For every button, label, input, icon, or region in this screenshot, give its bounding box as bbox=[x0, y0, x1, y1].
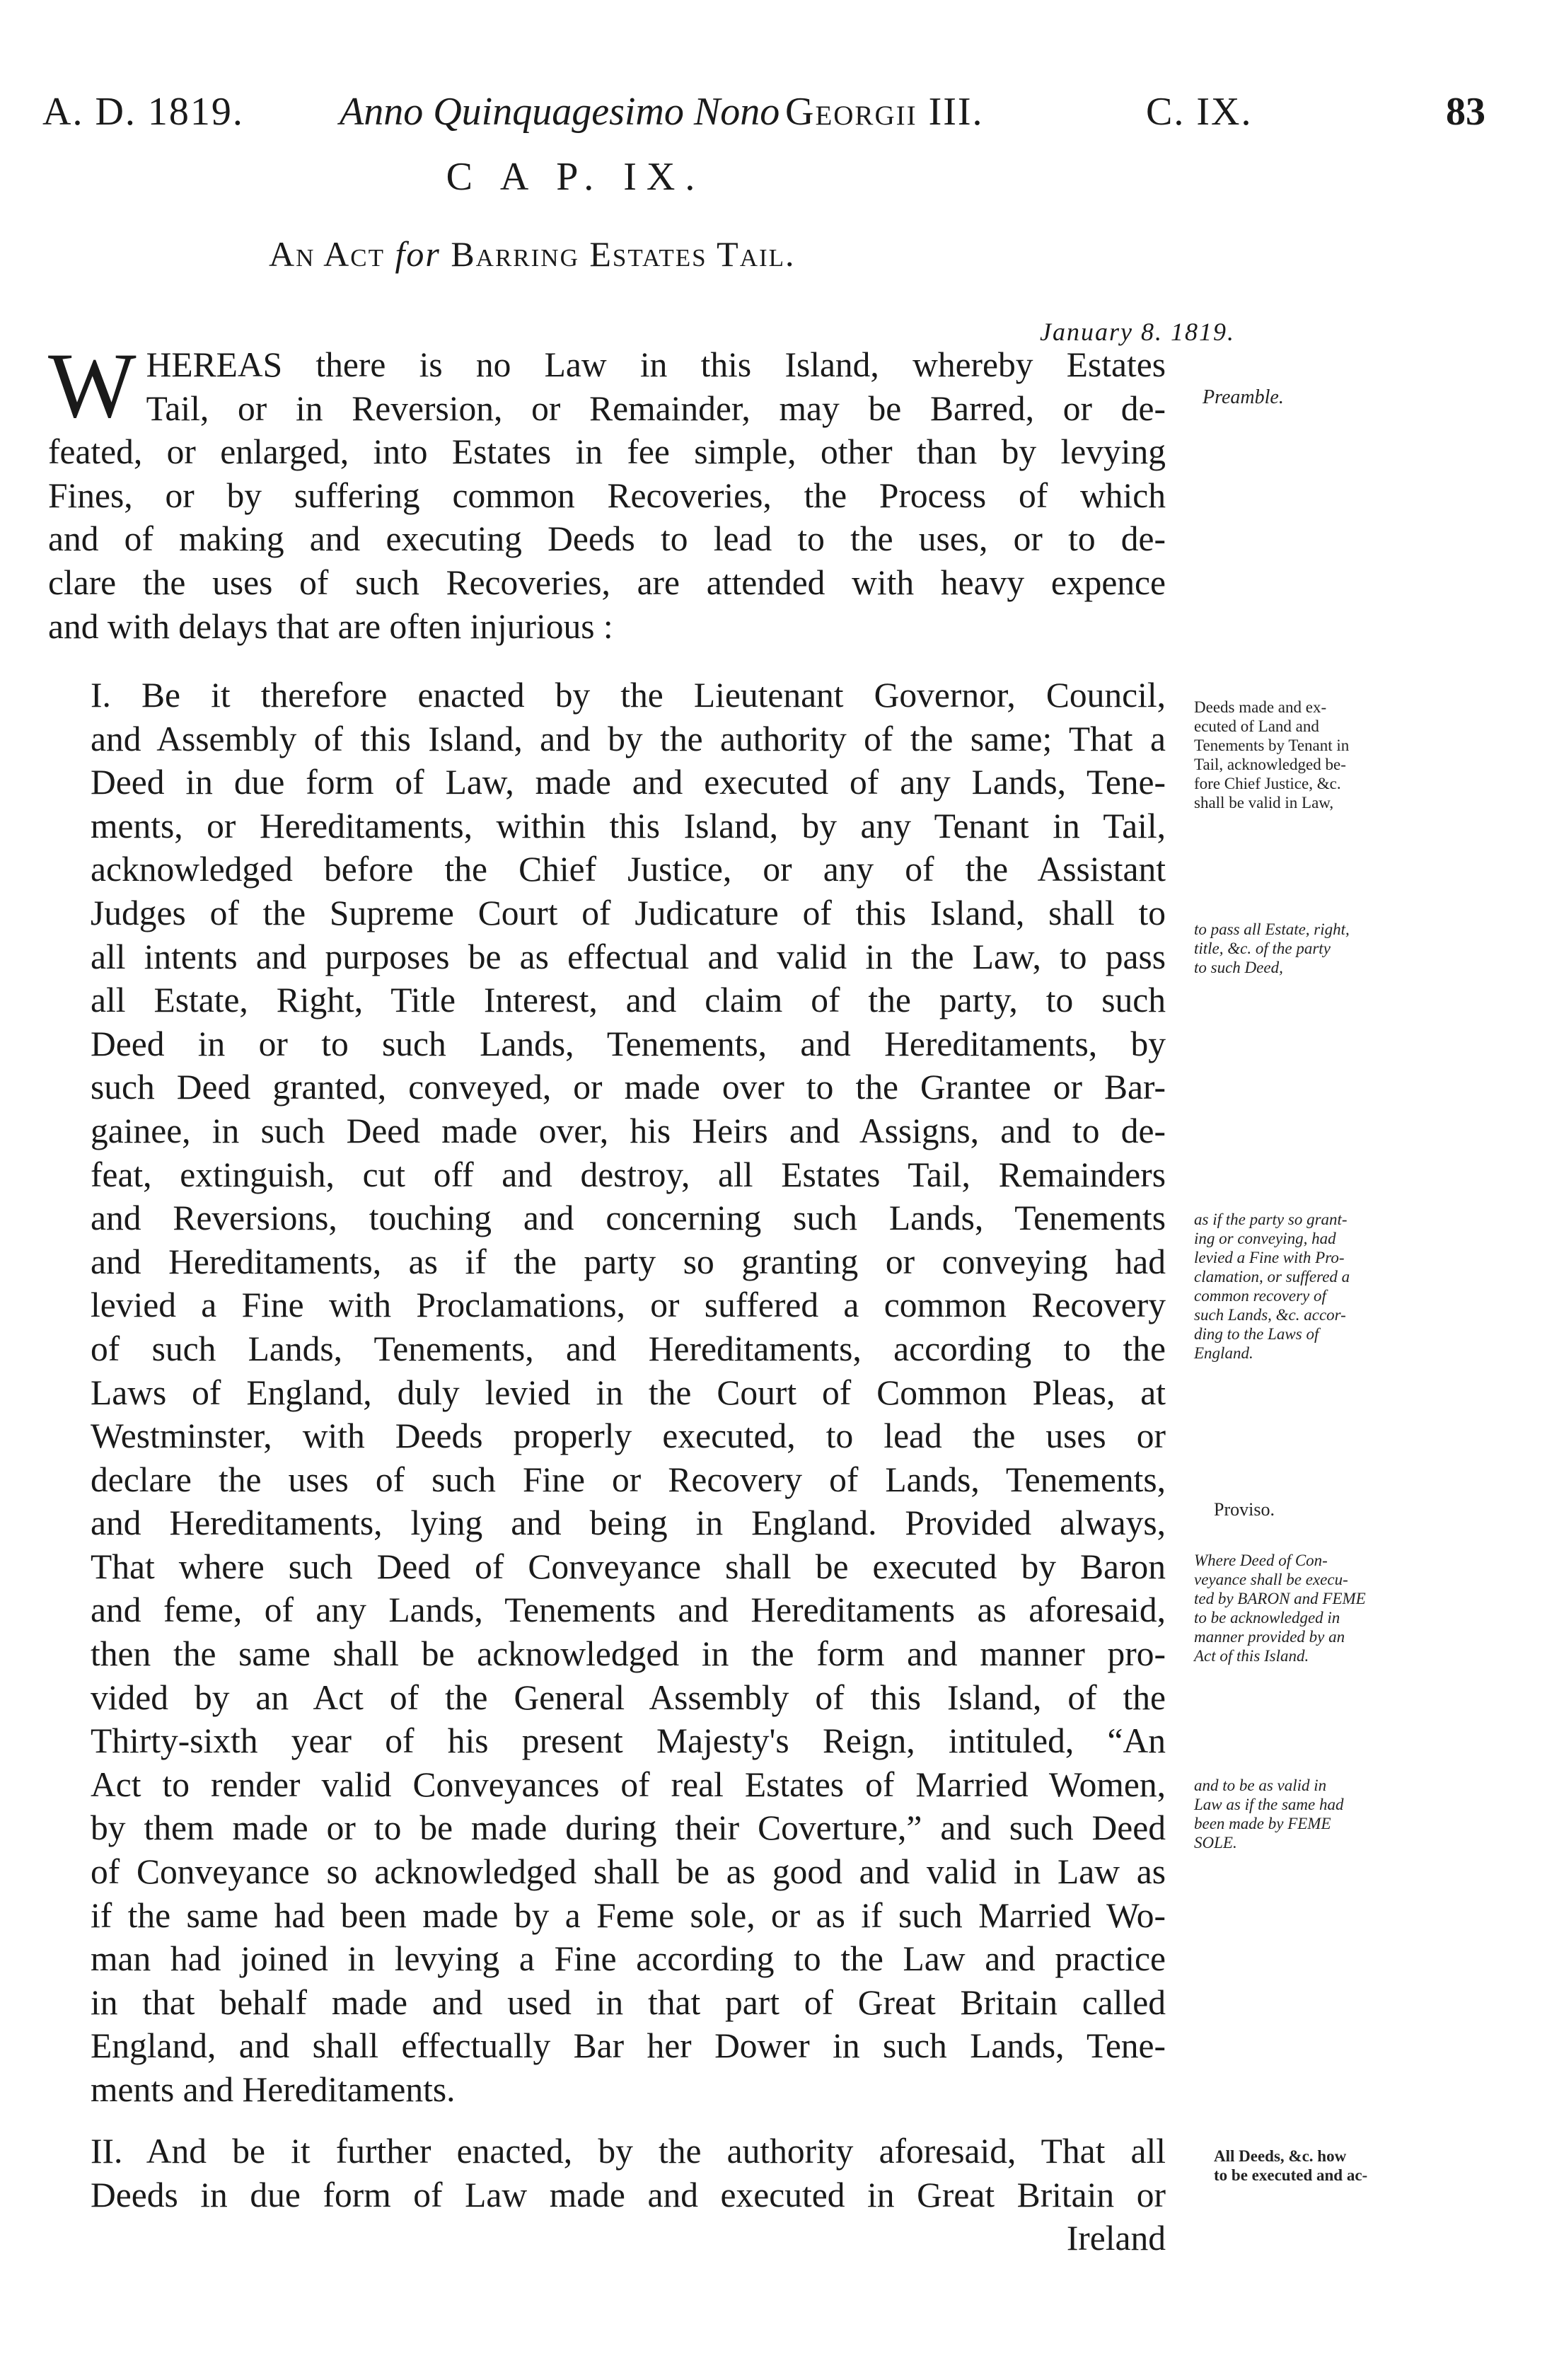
section-2-line: Deeds in due form of Law made and executed in Great Britain or bbox=[91, 2175, 1166, 2214]
margin-note-line: SOLE. bbox=[1194, 1834, 1237, 1852]
margin-note-line: levied a Fine with Pro- bbox=[1194, 1249, 1345, 1266]
margin-note-line: manner provided by an bbox=[1194, 1628, 1345, 1646]
margin-note-line: England. bbox=[1194, 1344, 1253, 1362]
section-1-line: and Hereditaments, as if the party so granting or conveying had bbox=[91, 1242, 1166, 1281]
margin-note-line: to pass all Estate, right, bbox=[1194, 920, 1350, 938]
section-1-line: England, and shall effectually Bar her Dower in such Lands, Tene- bbox=[91, 2026, 1166, 2066]
margin-note-line: fore Chief Justice, &c. bbox=[1194, 775, 1341, 792]
section-1-line: and feme, of any Lands, Tenements and Hereditaments as aforesaid, bbox=[91, 1590, 1166, 1630]
margin-note-line: All Deeds, &c. how bbox=[1214, 2147, 1347, 2165]
running-head bbox=[42, 83, 1500, 140]
header-chapter: C. IX. bbox=[1146, 90, 1253, 134]
header-year: A. D. 1819. bbox=[42, 90, 244, 134]
page-number: 83 bbox=[1446, 90, 1485, 134]
margin-note-preamble bbox=[1203, 388, 1500, 407]
margin-note-line: ing or conveying, had bbox=[1194, 1230, 1336, 1247]
margin-note-line: shall be valid in Law, bbox=[1194, 794, 1334, 811]
margin-note-line: ding to the Laws of bbox=[1194, 1325, 1319, 1343]
margin-note-line: Where Deed of Con- bbox=[1194, 1552, 1328, 1569]
section-1-line: man had joined in levying a Fine according to the Law and practice bbox=[91, 1939, 1166, 1979]
margin-note-line: and to be as valid in bbox=[1194, 1777, 1327, 1794]
margin-note-line: title, &c. of the party bbox=[1194, 940, 1331, 957]
preamble-paragraph bbox=[48, 333, 1166, 648]
margin-note-line: clamation, or suffered a bbox=[1194, 1268, 1350, 1286]
margin-note-line: veyance shall be execu- bbox=[1194, 1571, 1348, 1588]
preamble-line: Fines, or by suffering common Recoveries, the Process of which bbox=[48, 475, 1166, 515]
preamble-line: Tail, or in Reversion, or Remainder, may be Barred, or de- bbox=[146, 388, 1166, 428]
preamble-line: and with delays that are often injurious : bbox=[48, 606, 613, 646]
margin-note-line: ted by BARON and FEME bbox=[1194, 1590, 1366, 1607]
act-date: January 8. 1819. bbox=[1040, 318, 1235, 346]
margin-note-line: Tail, acknowledged be- bbox=[1194, 756, 1346, 773]
margin-note-line: common recovery of bbox=[1194, 1287, 1326, 1305]
section-1-line: all intents and purposes be as effectual and valid in the Law, to pass bbox=[91, 937, 1166, 976]
margin-note-line: Law as if the same had bbox=[1194, 1796, 1344, 1813]
section-1-line: That where such Deed of Conveyance shall be executed by Baron bbox=[91, 1547, 1166, 1586]
act-title bbox=[269, 233, 796, 275]
margin-note-line: Act of this Island. bbox=[1194, 1647, 1309, 1665]
section-1-line: ments, or Hereditaments, within this Island, by any Tenant in Tail, bbox=[91, 806, 1166, 845]
section-1-line: Westminster, with Deeds properly executed, to lead the uses or bbox=[91, 1416, 1166, 1456]
section-1-line: levied a Fine with Proclamations, or suffered a common Recovery bbox=[91, 1286, 1166, 1325]
section-1-line: feat, extinguish, cut off and destroy, all Estates Tail, Remainders bbox=[91, 1155, 1166, 1194]
section-2-paragraph bbox=[48, 2130, 1166, 2260]
margin-note-where bbox=[1194, 1551, 1491, 1665]
act-title-prefix: An Act bbox=[269, 234, 385, 274]
section-1-line: Deed in due form of Law, made and executed of any Lands, Tene- bbox=[91, 763, 1166, 802]
margin-note-deeds bbox=[1194, 698, 1491, 812]
chapter-heading bbox=[0, 154, 1547, 200]
section-1-line: acknowledged before the Chief Justice, or any of the Assistant bbox=[91, 850, 1166, 889]
section-2-line: Ireland bbox=[1066, 2219, 1166, 2258]
section-1-line: gainee, in such Deed made over, his Heirs and Assigns, and to de- bbox=[91, 1111, 1166, 1150]
section-1-line: declare the uses of such Fine or Recovery of Lands, Tenements, bbox=[91, 1460, 1166, 1499]
margin-note-line: Proviso. bbox=[1214, 1499, 1275, 1520]
section-1-line: and Reversions, touching and concerning such Lands, Tenements bbox=[91, 1198, 1166, 1238]
section-1-line: all Estate, Right, Title Interest, and claim of the party, to such bbox=[91, 981, 1166, 1020]
section-1-paragraph bbox=[48, 674, 1166, 2112]
section-1-line: by them made or to be made during their Coverture,” and such Deed bbox=[91, 1808, 1166, 1848]
section-1-line: in that behalf made and used in that part of Great Britain called bbox=[91, 1982, 1166, 2022]
section-1-line: Laws of England, duly levied in the Court of Common Pleas, at bbox=[91, 1373, 1166, 1412]
margin-note-line: Deeds made and ex- bbox=[1194, 698, 1327, 716]
section-2-line: II. And be it further enacted, by the authority aforesaid, That all bbox=[91, 2132, 1166, 2171]
margin-note-line: Preamble. bbox=[1203, 386, 1284, 408]
section-1-line: I. Be it therefore enacted by the Lieutenant Governor, Council, bbox=[91, 676, 1166, 715]
margin-note-line: Tenements by Tenant in bbox=[1194, 736, 1350, 754]
section-1-line: Judges of the Supreme Court of Judicature of this Island, shall to bbox=[91, 893, 1166, 932]
section-1-line: of Conveyance so acknowledged shall be as good and valid in Law as bbox=[91, 1852, 1166, 1892]
margin-note-line: to such Deed, bbox=[1194, 959, 1283, 976]
header-regnal-year: Anno Quinquagesimo Nono bbox=[340, 90, 780, 134]
margin-note-line: to be acknowledged in bbox=[1194, 1609, 1340, 1627]
act-title-rest: Barring Estates Tail. bbox=[451, 234, 796, 274]
margin-note-line: as if the party so grant- bbox=[1194, 1211, 1348, 1228]
margin-note-line: ecuted of Land and bbox=[1194, 717, 1319, 735]
section-1-line: Act to render valid Conveyances of real Estates of Married Women, bbox=[91, 1764, 1166, 1804]
act-title-for: for bbox=[395, 234, 441, 274]
section-1-line: ments and Hereditaments. bbox=[91, 2070, 456, 2109]
section-1-line: Thirty-sixth year of his present Majesty's Reign, intituled, “An bbox=[91, 1721, 1166, 1761]
margin-note-as-if bbox=[1194, 1210, 1491, 1363]
section-1-line: then the same shall be acknowledged in the form and manner pro- bbox=[91, 1634, 1166, 1674]
section-1-line: Deed in or to such Lands, Tenements, and Hereditaments, by bbox=[91, 1024, 1166, 1063]
margin-note-line: been made by FEME bbox=[1194, 1815, 1331, 1832]
margin-note-all-deeds bbox=[1214, 2147, 1511, 2185]
margin-note-line: to be executed and ac- bbox=[1214, 2166, 1368, 2184]
preamble-line: HEREAS there is no Law in this Island, whereby Estates bbox=[146, 345, 1166, 384]
preamble-line: and of making and executing Deeds to lead to the uses, or to de- bbox=[48, 519, 1166, 559]
section-1-line: and Assembly of this Island, and by the authority of the same; That a bbox=[91, 719, 1166, 758]
section-1-line: and Hereditaments, lying and being in England. Provided always, bbox=[91, 1503, 1166, 1543]
margin-note-to-pass bbox=[1194, 920, 1491, 977]
section-1-line: such Deed granted, conveyed, or made over to the Grantee or Bar- bbox=[91, 1068, 1166, 1107]
drop-cap: W bbox=[48, 333, 137, 437]
margin-note-and-to bbox=[1194, 1776, 1491, 1852]
section-1-line: vided by an Act of the General Assembly of this Island, of the bbox=[91, 1677, 1166, 1717]
section-1-line: if the same had been made by a Feme sole, or as if such Married Wo- bbox=[91, 1895, 1166, 1935]
section-1-line: of such Lands, Tenements, and Hereditaments, according to the bbox=[91, 1329, 1166, 1368]
chapter-heading-text: C A P. IX. bbox=[446, 155, 705, 199]
preamble-line: feated, or enlarged, into Estates in fee simple, other than by levying bbox=[48, 432, 1166, 472]
preamble-line: clare the uses of such Recoveries, are attended with heavy expence bbox=[48, 562, 1166, 602]
margin-note-line: such Lands, &c. accor- bbox=[1194, 1306, 1346, 1324]
header-king: Georgii III. bbox=[785, 90, 984, 134]
margin-note-proviso bbox=[1214, 1500, 1511, 1519]
